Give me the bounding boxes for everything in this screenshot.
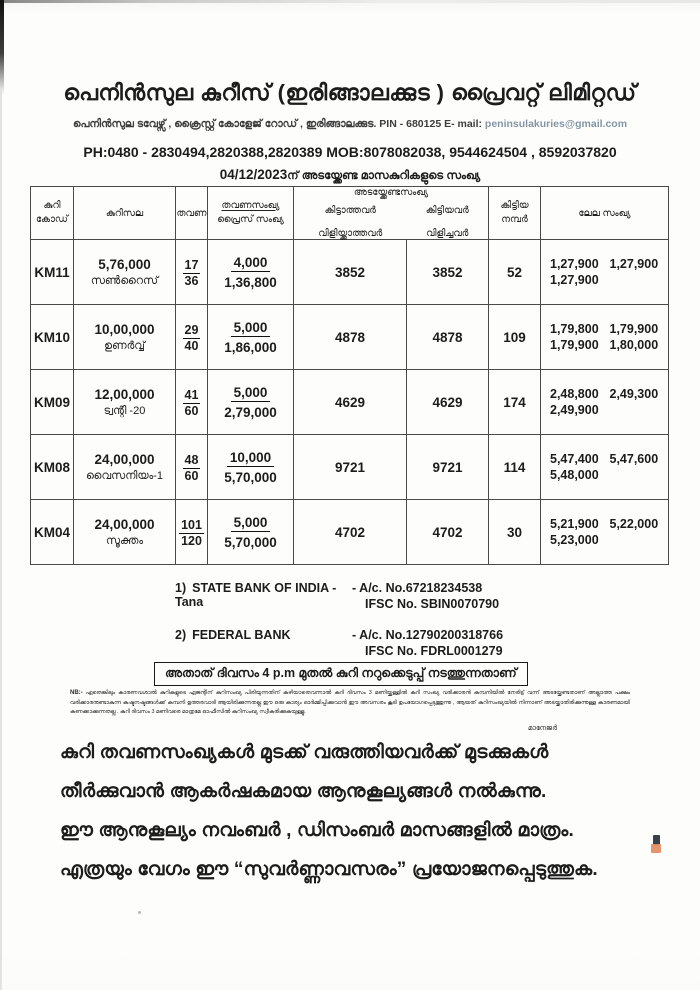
kuri-amount: 5,76,000 [98,256,151,272]
auction-cell [541,305,669,370]
phone-numbers: PH:0480 - 2830494,2820388,2820389 MOB:8078082038, 9544624504 , 8592037820 [83,144,617,160]
company-title: പെനിൻസുല കുറീസ് (ഇരിങ്ങാലക്കുട ) പ്രൈവറ്റ് ലിമിറ്റഡ് [63,80,637,105]
promo-line: എത്രയും വേഗം ഈ “സുവർണ്ണാവസരം” പ്രയോജനപ്പെടുത്തുക. [60,859,598,880]
table-header-row [31,187,669,240]
prize-amount: 5,70,000 [224,469,277,485]
auction-value: 5,48,000 [550,468,599,482]
installment-cell [208,305,294,370]
kurisala-cell [74,500,176,565]
promo-line: തീർക്കുവാൻ ആകർഷകമായ ആനുകൂല്യങ്ങൾ നൽകുന്നു. [60,781,547,802]
scan-smudge-orange [651,844,661,853]
table-row [31,435,669,500]
nb-line: ഏതെങ്കിലും കാരണവശാൽ കുറികളുടെ ഏജന്റിന് കുറിസംഖ്യ പിരിയുന്നതിന് കഴിയാതെവന്നാൽ കുറി ദിവസം 3 മണിയ്ക്കുള്ളിൽ കുറി സംഖ്യ വരിക്കാരൻ കമ്പനിയിൽ നേരിട്ട് വന്ന് [85,690,540,696]
manager-signature-label: മാനേജർ [528,725,557,732]
scan-top-edge-artifact [0,0,700,3]
col-header-auction-amount: ലേല സംഖ്യ [541,187,669,240]
scan-speck [138,911,141,914]
bank-index: 2) [175,628,187,642]
not-received-amount: 3852 [294,240,407,305]
not-received-amount: 4702 [294,500,407,565]
bank-details [175,581,615,658]
bank-entry-federal [175,628,615,658]
auction-value: 1,27,900 [550,273,599,287]
bank-index: 1) [175,581,187,595]
received-amount: 4878 [407,305,489,370]
payable-title: അടയ്ക്കേണ്ടസംഖ്യ [353,187,429,198]
bank-account-number: - A/c. No.67218234538 [352,581,483,595]
installment-amount: 4,000 [231,255,271,272]
nb-line: കുറിസംഖ്യയിൽ നിന്നാണ് അടയ്ക്കാതിരിക്കുന്നുള്ള കാരണമായി കണക്കാക്കുന്നതല്ല . കുറി ദിവസം 3 മണിവരെ മാത്രമേ ഓഫീസിൽ കുറിസംഖ്യ സ്വീകരിക്കുകയുള്ളൂ. [70,699,630,715]
scan-left-edge-faint [0,90,2,990]
kuri-name: വൈസനിയം-1 [86,469,163,482]
installment-fraction: $\frac{48}{60}$ [184,452,199,483]
nb-label: NB:- [70,690,83,696]
date-note: അടയ്ക്കേണ്ട മാസകുറികളുടെ സംഖ്യ [298,170,481,182]
kuri-schemes-table [30,186,669,565]
auction-value: 2,48,800 [550,387,599,401]
won-number: 52 [489,240,541,305]
table-row [31,500,669,565]
kuri-code: KM08 [31,435,74,500]
table-row [31,305,669,370]
not-received-amount: 9721 [294,435,407,500]
won-number: 114 [489,435,541,500]
kurisala-cell [74,305,176,370]
kurisala-cell [74,435,176,500]
draw-time-notice-box: അതാത് ദിവസം 4 p.m മുതൽ കുറി നറുക്കെടുപ്പ് നടത്തുന്നതാണ് [154,662,528,686]
col-header-payable-amount [294,187,489,240]
promo-line: കുറി തവണസംഖ്യകൾ മുടക്ക് വരുത്തിയവർക്ക് മുടക്കുകൾ [60,742,549,763]
not-received-amount: 4878 [294,305,407,370]
installment-fraction: $\frac{101}{120}$ [181,517,202,548]
auction-value: 5,21,900 [550,517,599,531]
installment-cell [208,500,294,565]
installment-fraction: $\frac{29}{40}$ [184,322,199,353]
received-amount: 4629 [407,370,489,435]
thavana-cell [176,240,208,305]
received-amount: 3852 [407,240,489,305]
col-header-thavana: തവണ [176,187,208,240]
installment-cell [208,240,294,305]
bank-entry-sbi [175,581,615,611]
not-received-amount: 4629 [294,370,407,435]
kuri-code: KM11 [31,240,74,305]
thavana-cell [176,500,208,565]
subheader-not-received: കിട്ടാത്തവർ വിളിയ്ക്കാത്തവർ [318,205,383,239]
auction-cell [541,435,669,500]
auction-cell [541,370,669,435]
col-header-kurisala: കുറിസല [74,187,176,240]
payable-subheaders [294,205,488,239]
kuri-amount: 12,00,000 [94,386,155,402]
kurisala-cell [74,240,176,305]
installment-fraction: $\frac{17}{36}$ [184,257,199,288]
col-header-won-number: കിട്ടിയ നമ്പർ [489,187,541,240]
installment-amount: 5,000 [231,320,271,337]
installment-fraction: $\frac{41}{60}$ [184,387,199,418]
auction-value: 1,79,800 [550,322,599,336]
prize-amount: 5,70,000 [224,534,277,550]
installment-cell [208,435,294,500]
auction-value: 5,22,000 [609,517,659,531]
col-header-kuri-code: കുറി കോഡ് [31,187,74,240]
date-line [0,166,700,184]
address-text: പെനിൻസുല ടവേഴ്സ് , ക്രൈസ്റ്റ് കോളേജ് റോഡ് , ഇരിങ്ങാലക്കുട. PIN - 680125 E- mail: [72,118,485,130]
auction-value: 5,23,000 [550,533,599,547]
installment-amount: 5,000 [231,385,271,402]
auction-value: 1,27,900 [550,257,599,271]
subheader-received: കിട്ടിയവർ വിളിച്ചവർ [425,205,469,239]
auction-cell [541,500,669,565]
installment-amount: 5,000 [231,515,271,532]
due-date: 04/12/2023 [219,167,288,182]
auction-value: 5,47,400 [550,452,599,466]
thavana-cell [176,370,208,435]
prize-amount: 2,79,000 [224,404,277,420]
won-number: 30 [489,500,541,565]
kuri-code: KM09 [31,370,74,435]
thavana-cell [176,435,208,500]
nb-line: അടയ്ക്കേണ്ടതാണ് അല്ലാത്ത പക്ഷം വരിക്കാരനുണ്ടാകുന്ന കഷ്ടനഷ്ടങ്ങൾക്ക് കമ്പനി ഉത്തരവാദി ആയിരിക്കുന്നതല്ല ഈ ഒരു കാര്യം ഓർമ്മിപ്പിക്കുവാൻ ഈ അവസരം കൂടി ഉപയോഗപ്പെടുത്തുന്നു , ആയത് [70,690,631,706]
received-amount: 9721 [407,435,489,500]
kuri-amount: 24,00,000 [94,516,155,532]
bank-ifsc: IFSC No. FDRL0001279 [365,644,503,658]
auction-value: 1,27,900 [609,257,659,271]
company-address [0,118,700,131]
auction-value: 1,79,900 [609,322,659,336]
date-suffix: ന് [287,170,299,182]
kuri-amount: 10,00,000 [94,321,155,337]
nb-fine-print [70,689,630,717]
kuri-name: ഉണർവ്വ് [104,339,145,352]
kuri-name: സൺറൈസ് [90,274,159,287]
installment-cell [208,370,294,435]
promo-line: ഈ ആനുകൂല്യം നവംബർ , ഡിസംബർ മാസങ്ങളിൽ മാത്രം. [60,820,574,841]
auction-value: 5,47,600 [609,452,659,466]
received-amount: 4702 [407,500,489,565]
kuri-name: സൂക്തം [105,534,144,547]
kurisala-cell [74,370,176,435]
bank-account-number: - A/c. No.12790200318766 [352,628,504,642]
company-email: peninsulakuries@gmail.com [484,118,628,130]
prize-amount: 1,36,800 [224,274,277,290]
bank-ifsc: IFSC No. SBIN0070790 [365,597,500,611]
col-header-installment: തവണസംഖ്യ പ്രൈസ് സംഖ്യ [208,187,294,240]
prize-amount: 1,86,000 [224,339,277,355]
installment-amount: 10,000 [227,450,274,467]
auction-value: 2,49,900 [550,403,599,417]
auction-value: 1,79,900 [550,338,599,352]
thavana-cell [176,305,208,370]
auction-value: 1,80,000 [609,338,659,352]
won-number: 174 [489,370,541,435]
kuri-code: KM04 [31,500,74,565]
bank-name: FEDERAL BANK [192,628,291,642]
table-row [31,370,669,435]
kuri-name: ട്വന്റി -20 [103,404,146,417]
bank-name: STATE BANK OF INDIA - Tana [175,581,337,609]
kuri-amount: 24,00,000 [94,451,155,467]
table-row [31,240,669,305]
promotional-text [60,741,660,897]
won-number: 109 [489,305,541,370]
auction-cell [541,240,669,305]
auction-value: 2,49,300 [609,387,659,401]
kuri-code: KM10 [31,305,74,370]
